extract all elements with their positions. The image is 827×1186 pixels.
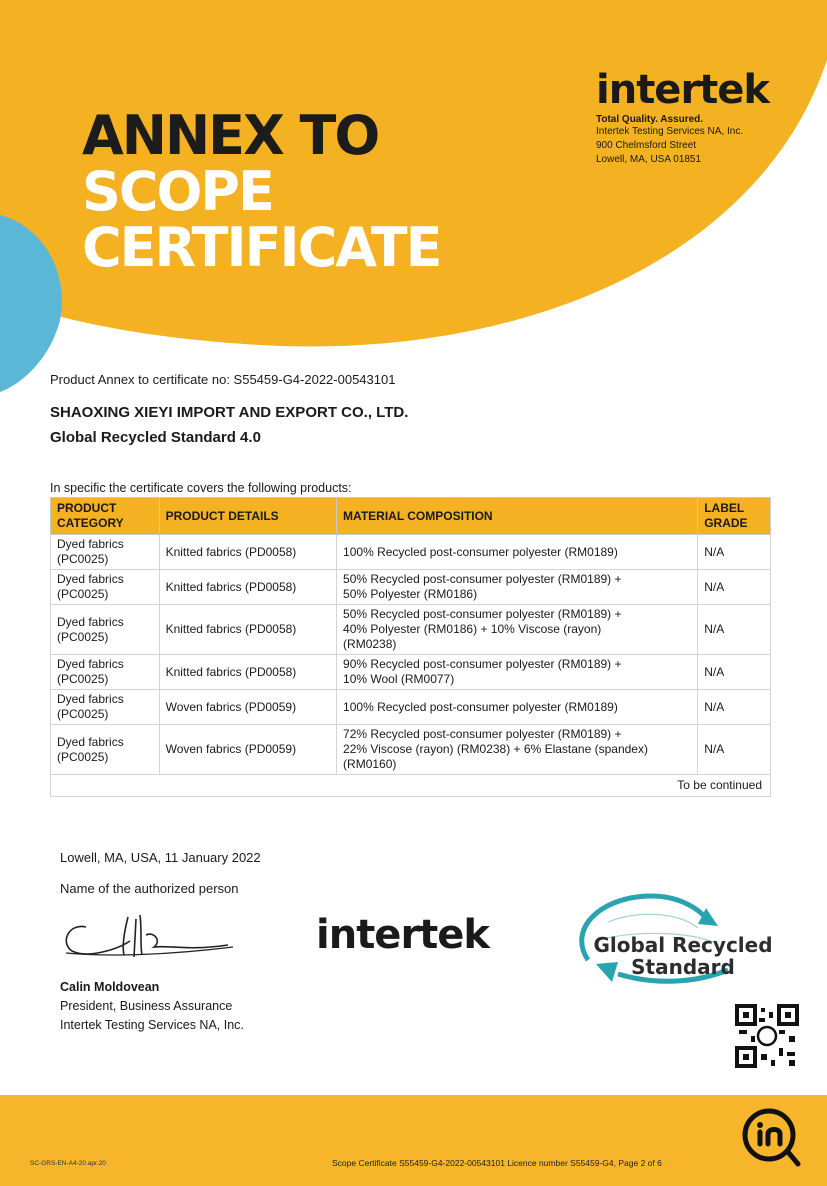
cell-composition: [337, 655, 698, 690]
header-material-composition: MATERIAL COMPOSITION: [337, 498, 698, 535]
header-label-grade: [698, 498, 771, 535]
issuer-block: [596, 68, 796, 167]
header-product-category: [51, 498, 160, 535]
cell-text: 40% Polyester (RM0186) + 10% Viscose (rayon): [343, 622, 602, 636]
cell-composition: [337, 725, 698, 775]
cell-text: 50% Recycled post-consumer polyester (RM0189) +: [343, 572, 622, 586]
place-and-date: Lowell, MA, USA, 11 January 2022: [60, 850, 261, 865]
issuer-address-line-1: Intertek Testing Services NA, Inc.: [596, 126, 744, 137]
issuer-address-line-2: 900 Chelmsford Street: [596, 140, 697, 151]
cell-category: [51, 690, 160, 725]
cell-category: [51, 570, 160, 605]
cell-details: Woven fabrics (PD0059): [159, 690, 336, 725]
header-product-details: PRODUCT DETAILS: [159, 498, 336, 535]
cell-text: (RM0238): [343, 637, 397, 651]
cell-text: Dyed fabrics: [57, 537, 124, 551]
document-title: [82, 104, 441, 279]
covers-intro: In specific the certificate covers the following products:: [50, 481, 352, 495]
table-row: [51, 535, 771, 570]
cell-text: (PC0025): [57, 629, 109, 644]
cell-details: Woven fabrics (PD0059): [159, 725, 336, 775]
cell-text: Dyed fabrics: [57, 657, 124, 671]
cell-label: N/A: [698, 725, 771, 775]
cell-text: Dyed fabrics: [57, 692, 124, 706]
signer-block: [60, 978, 244, 1035]
header-text: GRADE: [704, 516, 748, 530]
grs-line-2: Standard: [631, 955, 735, 979]
cell-details: Knitted fabrics (PD0058): [159, 570, 336, 605]
title-line-2: SCOPE: [82, 160, 273, 223]
standard-name: Global Recycled Standard 4.0: [50, 429, 261, 446]
cell-text: (PC0025): [57, 552, 109, 566]
signer-organization: Intertek Testing Services NA, Inc.: [60, 1018, 244, 1032]
cell-text: (PC0025): [57, 749, 109, 764]
cell-category: [51, 535, 160, 570]
cell-text: 90% Recycled post-consumer polyester (RM0189) +: [343, 657, 622, 671]
form-code: SC-GRS-EN-A4-20.apr.20: [30, 1160, 106, 1167]
cell-category: [51, 725, 160, 775]
cell-label: N/A: [698, 570, 771, 605]
company-name: SHAOXING XIEYI IMPORT AND EXPORT CO., LTD.: [50, 404, 409, 421]
cell-label: N/A: [698, 690, 771, 725]
cell-text: Dyed fabrics: [57, 572, 124, 586]
cell-text: (PC0025): [57, 672, 109, 686]
products-table: [50, 497, 771, 797]
header-text: CATEGORY: [57, 516, 124, 530]
grs-line-1: Global Recycled: [593, 933, 773, 957]
title-line-3: CERTIFICATE: [82, 216, 441, 279]
cell-category: [51, 605, 160, 655]
table-row: [51, 690, 771, 725]
cell-text: (RM0160): [343, 757, 397, 771]
cell-details: Knitted fabrics (PD0058): [159, 535, 336, 570]
cell-label: N/A: [698, 605, 771, 655]
intertek-badge-icon: [738, 1104, 802, 1168]
cell-text: 10% Wool (RM0077): [343, 672, 455, 686]
table-header-row: [51, 498, 771, 535]
cell-text: 22% Viscose (rayon) (RM0238) + 6% Elastane (spandex): [343, 742, 648, 756]
brand-tagline: Total Quality. Assured.: [596, 114, 704, 125]
cell-text: 50% Recycled post-consumer polyester (RM0189) +: [343, 607, 622, 621]
table-row: [51, 655, 771, 690]
to-be-continued: To be continued: [51, 775, 771, 797]
intertek-logo-footer: intertek: [316, 912, 490, 958]
cell-composition: [337, 690, 698, 725]
cell-text: Dyed fabrics: [57, 614, 124, 629]
grs-logo-text: [588, 934, 778, 978]
qr-code-icon: [735, 1004, 799, 1068]
cell-composition: [337, 605, 698, 655]
table-continued-row: [51, 775, 771, 797]
authorized-person-label: Name of the authorized person: [60, 881, 239, 896]
header-text: LABEL: [704, 501, 745, 515]
title-line-1: ANNEX TO: [82, 104, 379, 167]
cell-details: Knitted fabrics (PD0058): [159, 605, 336, 655]
issuer-address-line-3: Lowell, MA, USA 01851: [596, 154, 702, 165]
cell-composition: [337, 535, 698, 570]
intertek-logo: intertek: [596, 67, 770, 113]
cell-text: 100% Recycled post-consumer polyester (RM0189): [343, 544, 618, 559]
cell-composition: [337, 570, 698, 605]
cell-text: Dyed fabrics: [57, 734, 124, 749]
table-row: [51, 570, 771, 605]
cell-text: (PC0025): [57, 587, 109, 601]
cell-label: N/A: [698, 535, 771, 570]
table-row: [51, 605, 771, 655]
cell-text: 100% Recycled post-consumer polyester (RM0189): [343, 699, 618, 714]
scope-licence-info: Scope Certificate S55459-G4-2022-00543101 Licence number S55459-G4, Page 2 of 6: [332, 1158, 662, 1168]
signer-name: Calin Moldovean: [60, 980, 160, 994]
handwritten-signature: [58, 905, 238, 965]
cell-category: [51, 655, 160, 690]
annex-certificate-number: Product Annex to certificate no: S55459-G4-2022-00543101: [50, 372, 396, 387]
cell-text: 72% Recycled post-consumer polyester (RM0189) +: [343, 727, 622, 741]
table-row: [51, 725, 771, 775]
cell-text: 50% Polyester (RM0186): [343, 587, 478, 601]
footer-band: [0, 1095, 827, 1186]
cell-details: Knitted fabrics (PD0058): [159, 655, 336, 690]
signer-title: President, Business Assurance: [60, 999, 233, 1013]
header-text: PRODUCT: [57, 501, 117, 515]
cell-label: N/A: [698, 655, 771, 690]
cell-text: (PC0025): [57, 707, 109, 721]
